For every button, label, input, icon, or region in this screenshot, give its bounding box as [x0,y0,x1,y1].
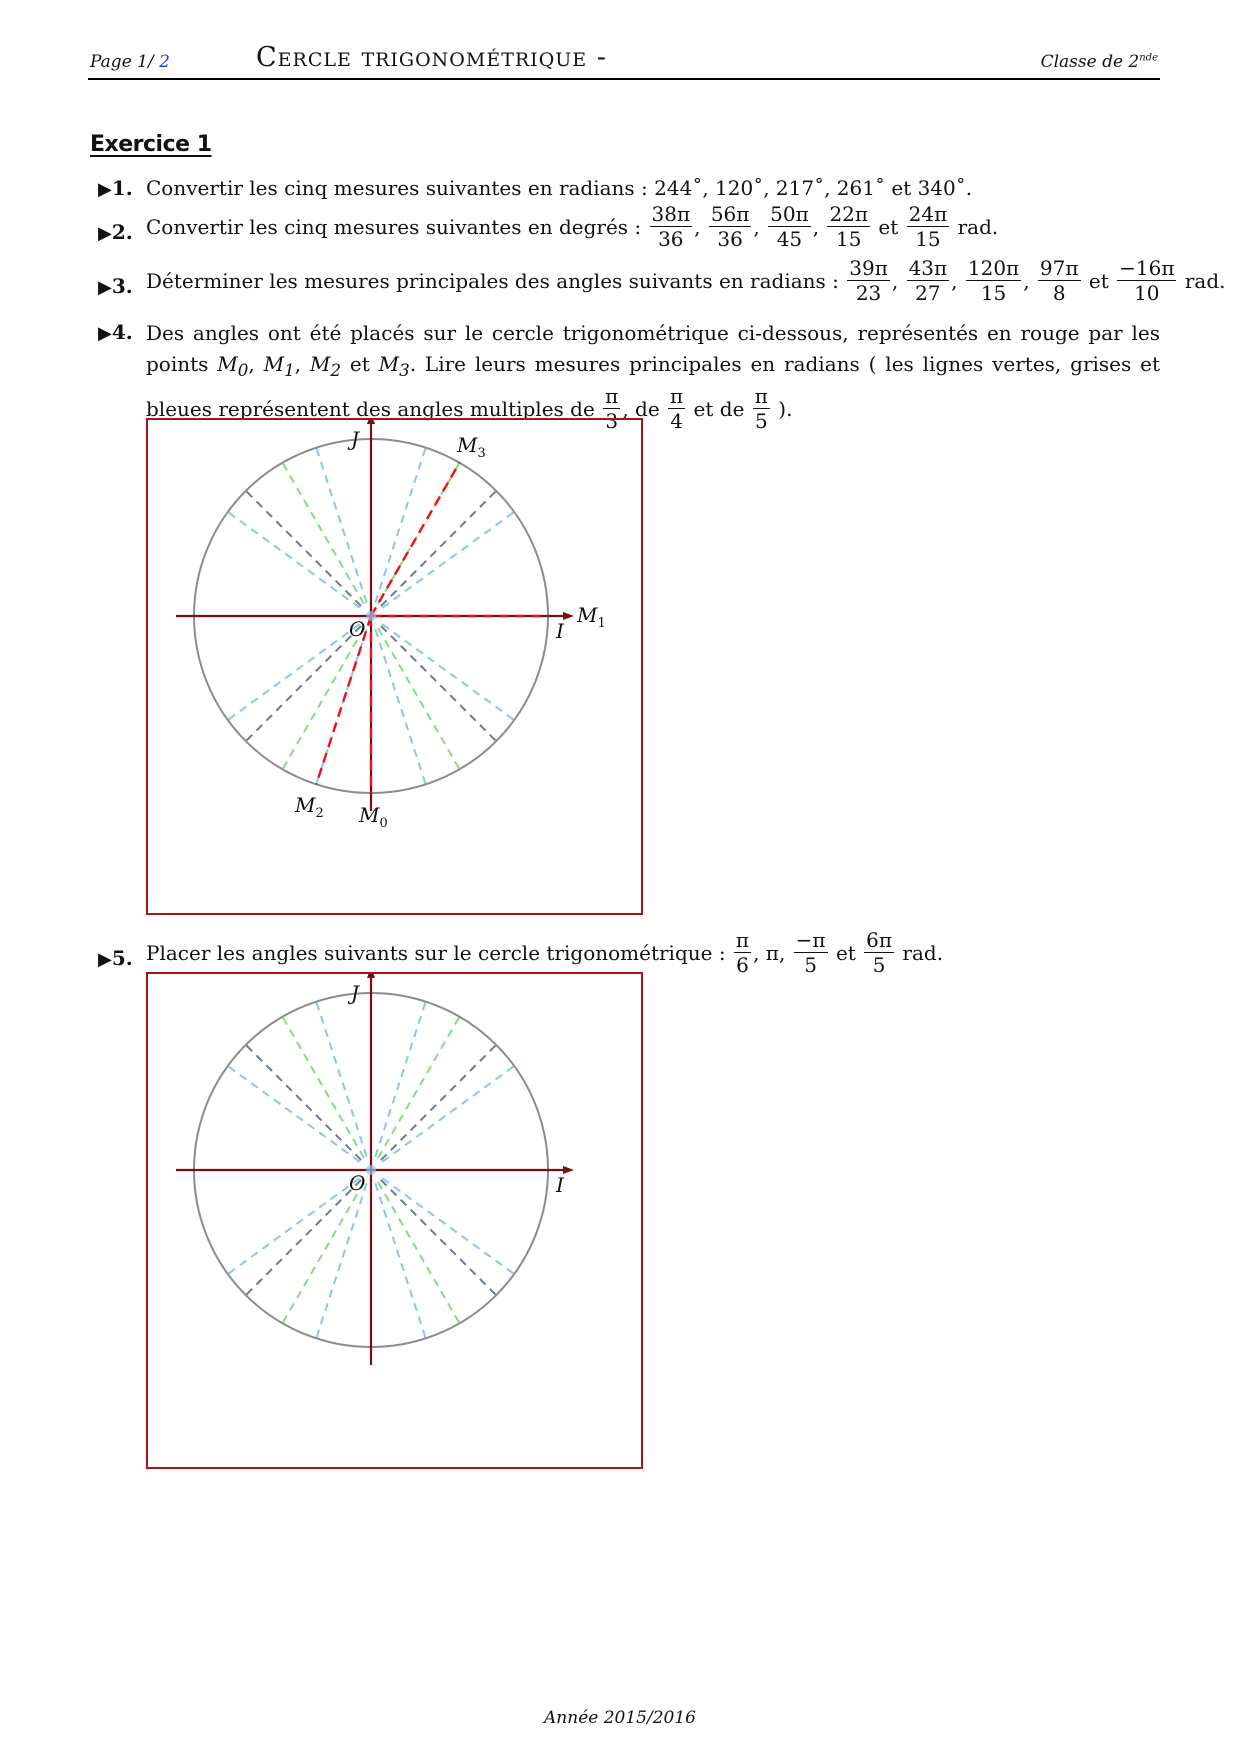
guide-line [381,491,496,606]
denominator: 3 [605,409,619,433]
point-m3: $M_3$ [378,352,410,380]
guide-line [228,512,360,608]
guide-line [316,1002,366,1157]
question-line: Des angles ont été placés sur le cercle trigonométrique ci-dessous, représentés en rouge par les points [146,321,1160,376]
numerator: π [605,384,619,408]
denominator: 4 [670,409,683,433]
numerator: π [670,384,684,408]
bullet-triangle-icon: ▶ [98,323,112,344]
denominator: 23 [855,281,882,305]
guide-line [283,1182,365,1323]
connector: et [1088,269,1109,293]
numerator: 39π [849,256,888,280]
guide-line [246,1045,361,1160]
denominator: 5 [872,953,886,977]
numerator: 24π [908,202,948,226]
fraction [1117,256,1176,305]
numerator: 120π [967,256,1020,280]
numerator: π [735,928,750,952]
question-1 [98,174,973,204]
suffix: rad. [957,215,999,239]
guide-line [382,624,514,720]
point-m1: $M_1$ [263,352,295,380]
separator: et de [693,397,745,421]
question-4-number [98,318,133,348]
numerator: 43π [908,256,948,280]
fraction [847,256,890,305]
x-axis-arrow-icon [563,612,574,620]
y-axis-arrow-icon [367,420,375,424]
guide-line [228,1178,360,1274]
guide-line [246,1180,361,1295]
question-line: représentent des angles multiples de [218,397,595,421]
fraction [668,384,685,433]
question-number: 2. [111,220,133,244]
guide-line [283,463,365,604]
guide-line [375,448,425,603]
fraction [827,202,870,251]
question-number: 1. [111,176,133,200]
red-angle-line [316,616,371,784]
bullet-triangle-icon: ▶ [98,223,112,244]
denominator: 15 [980,281,1007,305]
label-m2: $M_2$ [295,793,324,821]
y-axis-arrow-icon [367,974,375,978]
guide-line [381,1180,496,1295]
label-o: O [349,617,366,641]
denominator: 36 [658,227,684,251]
page-label: Page 1/ [90,52,154,72]
connector: et [878,215,899,239]
origin-marker [366,1165,376,1175]
question-4-text: Des angles ont été placés sur le cercle trigonométrique ci-dessous, représentés en rouge par les points $M_0$, $M_1$, $M_2$ et $M_3$. Lire leurs mesures principales en radians ( les lignes vertes, grises et bleues représentent des angles multiples de $\frac{\pi}{3}$ , de $\frac{\pi}{4}$ et de $\frac{\pi}{5}$ ). [146,321,1160,433]
question-text: Placer les angles suivants sur le cercle trigonométrique : $\frac{\pi}{6}$ , π, $\frac{-\pi}{5}$ et $\frac{6\pi}{5}$ rad. [146,928,944,977]
guide-line [381,1045,496,1160]
origin-marker [366,611,376,621]
denominator: 5 [754,409,768,433]
guide-line [375,1002,425,1157]
exercise-title: Exercice 1 [90,132,212,157]
fraction [907,202,950,251]
connector: et [835,941,856,965]
label-m1: $M_1$ [577,603,606,631]
fraction [966,256,1021,305]
point-m2: $M_2$ [309,352,342,380]
document-title: Cercle trigonométrique - [256,42,607,73]
separator: , de [622,397,660,421]
denominator: 6 [736,953,749,977]
guide-line [316,1183,366,1338]
question-number: 3. [111,274,133,298]
denominator: 5 [804,953,817,977]
suffix: rad. [902,941,944,965]
class-label [1041,52,1158,72]
denominator: 10 [1134,281,1160,305]
question-prefix: Convertir les cinq mesures suivantes en degrés : [146,215,642,239]
question-prefix: Placer les angles suivants sur le cercle trigonométrique : [146,941,726,965]
question-line: Lire leurs mesures principales en radians ( les lignes vertes, grises et bleues [146,352,1160,421]
question-text: Convertir les cinq mesures suivantes en radians : 244˚, 120˚, 217˚, 261˚ et 340˚. [146,176,973,200]
guide-line [375,1183,425,1338]
denominator: 36 [717,227,743,251]
guide-line [283,1017,365,1158]
question-prefix: Déterminer les mesures principales des angles suivants en radians : [146,269,839,293]
numerator: −16π [1119,256,1175,280]
question-number: 5. [111,946,133,970]
page-total-link[interactable]: 2 [159,52,170,72]
question-5 [98,928,944,977]
guide-line [382,1178,514,1274]
fraction [1038,256,1081,305]
fraction [650,202,693,251]
numerator: 22π [829,202,869,226]
fraction [734,928,751,977]
numerator: 97π [1039,256,1079,280]
guide-line [375,629,425,784]
guide-line [378,628,460,769]
guide-line [246,626,361,741]
label-j: J [351,427,360,451]
point-m0: $M_0$ [217,352,249,380]
fraction [753,384,770,433]
label-i: I [556,1173,564,1197]
label-m0: $M_0$ [359,803,388,831]
numerator: 50π [770,202,809,226]
label-m3: $M_3$ [457,433,486,461]
label-j: J [351,981,360,1005]
trig-circle-figure-2 [146,972,643,1469]
red-angle-line [371,463,460,616]
guide-line [228,1066,360,1162]
denominator: 45 [776,227,803,251]
numerator: π [754,384,768,408]
denominator: 27 [915,281,941,305]
fraction [907,256,950,305]
guide-line [378,1182,460,1323]
denominator: 8 [1052,281,1066,305]
guide-line [246,491,361,606]
page-number [90,52,170,72]
page-footer: Année 2015/2016 [544,1708,696,1728]
label-i: I [556,619,564,643]
suffix: rad. [1184,269,1226,293]
bullet-triangle-icon: ▶ [98,949,112,970]
question-text: Convertir les cinq mesures suivantes en degrés : $\frac{38\pi}{36}$ , $\frac{56\pi}{36}$ , $\frac{50\pi}{45}$ , $\frac{22\pi}{15}$ et $\frac{24\pi}{15}$ rad. [146,202,999,251]
numerator: 6π [866,928,893,952]
suffix: ). [778,397,793,421]
fraction [864,928,894,977]
guide-line [316,448,366,603]
numerator: 38π [651,202,691,226]
guide-line [228,624,360,720]
fraction [768,202,811,251]
fraction [794,928,828,977]
x-axis-arrow-icon [563,1166,574,1174]
denominator: 15 [915,227,941,251]
class-text: Classe de 2 [1040,52,1140,72]
trig-circle-figure-1 [146,418,643,915]
denominator: 15 [836,227,862,251]
bullet-triangle-icon: ▶ [98,277,112,298]
class-superscript: nde [1139,52,1158,64]
page-header [88,44,1160,80]
pi-value: π, [765,941,786,965]
guide-line [283,628,365,769]
trig-circle-diagram [148,420,641,913]
bullet-triangle-icon: ▶ [98,179,112,200]
numerator: 56π [710,202,750,226]
numerator: −π [795,928,826,952]
guide-line [378,1017,460,1158]
guide-line [382,1066,514,1162]
question-text: Déterminer les mesures principales des angles suivants en radians : $\frac{39\pi}{23}$ , $\frac{43\pi}{27}$ , $\frac{120\pi}{15}$ , $\frac{97\pi}{8}$ et $\frac{-16\pi}{10}$ rad. [146,256,1226,305]
question-number: 4. [111,320,133,344]
guide-line [381,626,496,741]
trig-circle-diagram [148,974,641,1467]
label-o: O [349,1171,366,1195]
fraction [709,202,752,251]
